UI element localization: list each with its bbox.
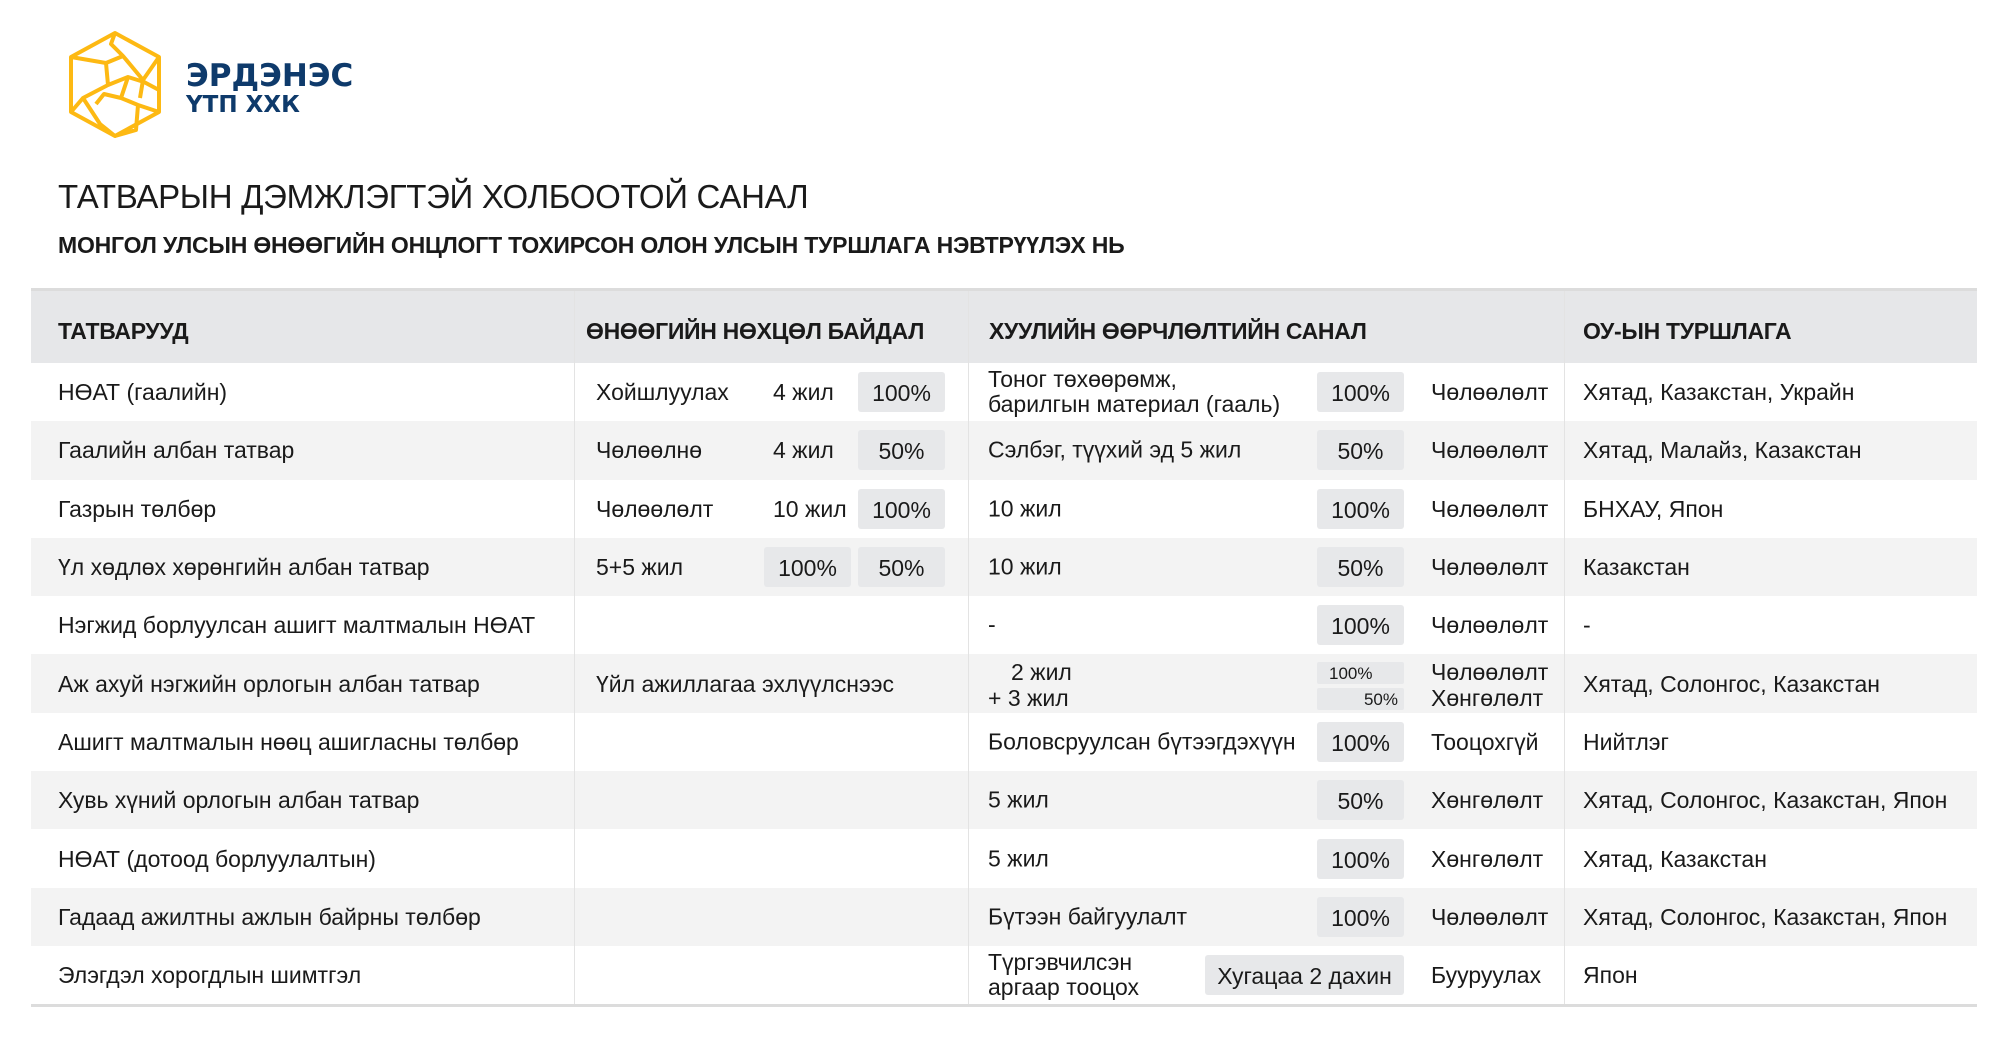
- proposal-status: Бууруулах: [1431, 962, 1542, 989]
- tax-name: Ашигт малтмалын нөөц ашигласны төлбөр: [58, 728, 519, 755]
- table-row: [31, 654, 1977, 712]
- logo-subtext: ҮТП ХХК: [186, 92, 300, 118]
- proposal-text: [988, 788, 1049, 813]
- proposal-text-line: Сэлбэг, түүхий эд 5 жил: [988, 436, 1242, 463]
- header-intl-experience: ОУ-ЫН ТУРШЛАГА: [1583, 318, 1792, 344]
- current-term: 10 жил: [773, 495, 847, 522]
- proposal-rate-badge: 100%: [1317, 662, 1404, 684]
- proposal-text-line: Боловсруулсан бүтээгдэхүүн: [988, 728, 1296, 755]
- tax-name: Элэгдэл хорогдлын шимтгэл: [58, 962, 362, 989]
- proposal-text-line: 10 жил: [988, 495, 1062, 522]
- proposal-rate-badge: 100%: [1317, 489, 1404, 529]
- proposal-status: Хөнгөлөлт: [1431, 787, 1544, 814]
- proposal-text: [988, 950, 1139, 1000]
- tax-name: Нэгжид борлуулсан ашигт малтмалын НӨАТ: [58, 612, 536, 639]
- proposal-text-line: барилгын материал (гааль): [988, 391, 1281, 418]
- proposal-text-line: -: [988, 611, 996, 638]
- current-rate-badge: 50%: [858, 430, 945, 470]
- header-current-state: ӨНӨӨГИЙН НӨХЦӨЛ БАЙДАЛ: [586, 318, 925, 344]
- proposal-rate-badge: 100%: [1317, 372, 1404, 412]
- proposal-status: Чөлөөлөлт: [1431, 612, 1549, 639]
- current-rate-badge: 100%: [764, 547, 851, 587]
- tax-name: НӨАТ (гаалийн): [58, 379, 228, 406]
- current-state-text: Чөлөөлөлт: [596, 495, 714, 522]
- current-rate-badge: 50%: [858, 547, 945, 587]
- page-title: ТАТВАРЫН ДЭМЖЛЭГТЭЙ ХОЛБООТОЙ САНАЛ: [58, 178, 809, 215]
- proposal-rate-badge: 100%: [1317, 605, 1404, 645]
- proposal-text-line: 5 жил: [988, 845, 1049, 872]
- proposal-text: [988, 729, 1296, 754]
- intl-experience: Нийтлэг: [1583, 728, 1669, 755]
- intl-experience: БНХАУ, Япон: [1583, 495, 1724, 522]
- proposal-rate-badge: 100%: [1317, 897, 1404, 937]
- intl-experience: Казакстан: [1583, 554, 1690, 581]
- proposal-status: Чөлөөлөлт: [1431, 495, 1549, 522]
- table-row: [31, 888, 1977, 946]
- company-logo: [66, 30, 406, 142]
- proposal-rate-badge: Хугацаа 2 дахин: [1205, 955, 1404, 995]
- proposal-text: [988, 846, 1049, 871]
- proposal-text: [988, 438, 1241, 463]
- table-row: [31, 829, 1977, 887]
- current-term: 4 жил: [773, 437, 834, 464]
- proposal-text: [988, 496, 1062, 521]
- proposal-text-line: 10 жил: [988, 553, 1062, 580]
- proposal-status: Чөлөөлөлт: [1431, 659, 1549, 686]
- intl-experience: Хятад, Казакстан: [1583, 845, 1767, 872]
- intl-experience: Хятад, Казакстан, Украйн: [1583, 379, 1855, 406]
- table-row: [31, 363, 1977, 421]
- tax-name: Хувь хүний орлогын албан татвар: [58, 787, 420, 814]
- intl-experience: Япон: [1583, 962, 1638, 989]
- current-state-text: Чөлөөлнө: [596, 437, 703, 464]
- intl-experience: Хятад, Солонгос, Казакстан, Япон: [1583, 787, 1948, 814]
- header-taxes: ТАТВАРУУД: [58, 318, 189, 344]
- proposal-text: [988, 904, 1187, 929]
- page-subtitle: МОНГОЛ УЛСЫН ӨНӨӨГИЙН ОНЦЛОГТ ТОХИРСОН ОЛОН УЛСЫН ТУРШЛАГА НЭВТРҮҮЛЭХ НЬ: [58, 232, 1125, 258]
- current-state-text: Үйл ажиллагаа эхлүүлснээс: [596, 670, 894, 697]
- current-rate-badge: 100%: [858, 489, 945, 529]
- table-row: [31, 538, 1977, 596]
- proposal-status: Хөнгөлөлт: [1431, 845, 1544, 872]
- proposal-rate-badge: 50%: [1317, 547, 1404, 587]
- proposal-text: [988, 613, 996, 638]
- proposal-text-line: Тоног төхөөрөмж,: [988, 366, 1177, 393]
- proposal-text: [988, 367, 1280, 417]
- tax-name: НӨАТ (дотоод борлуулалтын): [58, 845, 376, 872]
- proposal-status: Чөлөөлөлт: [1431, 903, 1549, 930]
- table-row: [31, 946, 1977, 1004]
- current-state-text: 5+5 жил: [596, 554, 684, 581]
- intl-experience: Хятад, Солонгос, Казакстан: [1583, 670, 1880, 697]
- tax-name: Газрын төлбөр: [58, 495, 217, 522]
- tax-name: Гаалийн албан татвар: [58, 437, 295, 464]
- table-row: [31, 480, 1977, 538]
- header-law-proposal: ХУУЛИЙН ӨӨРЧЛӨЛТИЙН САНАЛ: [989, 318, 1367, 344]
- logo-wordmark: ЭРДЭНЭС: [186, 58, 354, 94]
- tax-name: Гадаад ажилтны ажлын байрны төлбөр: [58, 903, 481, 930]
- intl-experience: Хятад, Малайз, Казакстан: [1583, 437, 1862, 464]
- tax-name: Аж ахуй нэгжийн орлогын албан татвар: [58, 670, 480, 697]
- proposal-rate-badge: 50%: [1317, 430, 1404, 470]
- current-state-text: Хойшлуулах: [596, 379, 729, 406]
- table-body: [31, 363, 1977, 1004]
- proposal-term: + 3 жил: [988, 685, 1069, 712]
- proposal-status: Хөнгөлөлт: [1431, 685, 1544, 712]
- intl-experience: Хятад, Солонгос, Казакстан, Япон: [1583, 903, 1948, 930]
- proposal-rate-badge: 100%: [1317, 722, 1404, 762]
- proposal-status: Чөлөөлөлт: [1431, 379, 1549, 406]
- proposal-rate-badge: 50%: [1317, 780, 1404, 820]
- current-rate-badge: 100%: [858, 372, 945, 412]
- table-row: [31, 596, 1977, 654]
- table-row: [31, 771, 1977, 829]
- proposal-status: Тооцохгүй: [1431, 728, 1539, 755]
- current-term: 4 жил: [773, 379, 834, 406]
- table-row: [31, 421, 1977, 479]
- intl-experience: -: [1583, 612, 1591, 639]
- proposal-rate-badge: 50%: [1317, 688, 1404, 710]
- proposal-status: Чөлөөлөлт: [1431, 554, 1549, 581]
- table-header: [31, 291, 1977, 363]
- proposal-text-line: Түргэвчилсэн: [988, 949, 1133, 976]
- proposal-text-line: 5 жил: [988, 786, 1049, 813]
- proposal-text: [988, 555, 1062, 580]
- proposal-status: Чөлөөлөлт: [1431, 437, 1549, 464]
- proposal-text-line: Бүтээн байгуулалт: [988, 903, 1188, 930]
- table-row: [31, 713, 1977, 771]
- proposal-term: 2 жил: [1011, 659, 1072, 686]
- tax-name: Үл хөдлөх хөрөнгийн албан татвар: [58, 554, 430, 581]
- proposal-rate-badge: 100%: [1317, 839, 1404, 879]
- proposal-text-line: аргаар тооцох: [988, 974, 1140, 1001]
- tax-proposal-table: [31, 288, 1977, 1007]
